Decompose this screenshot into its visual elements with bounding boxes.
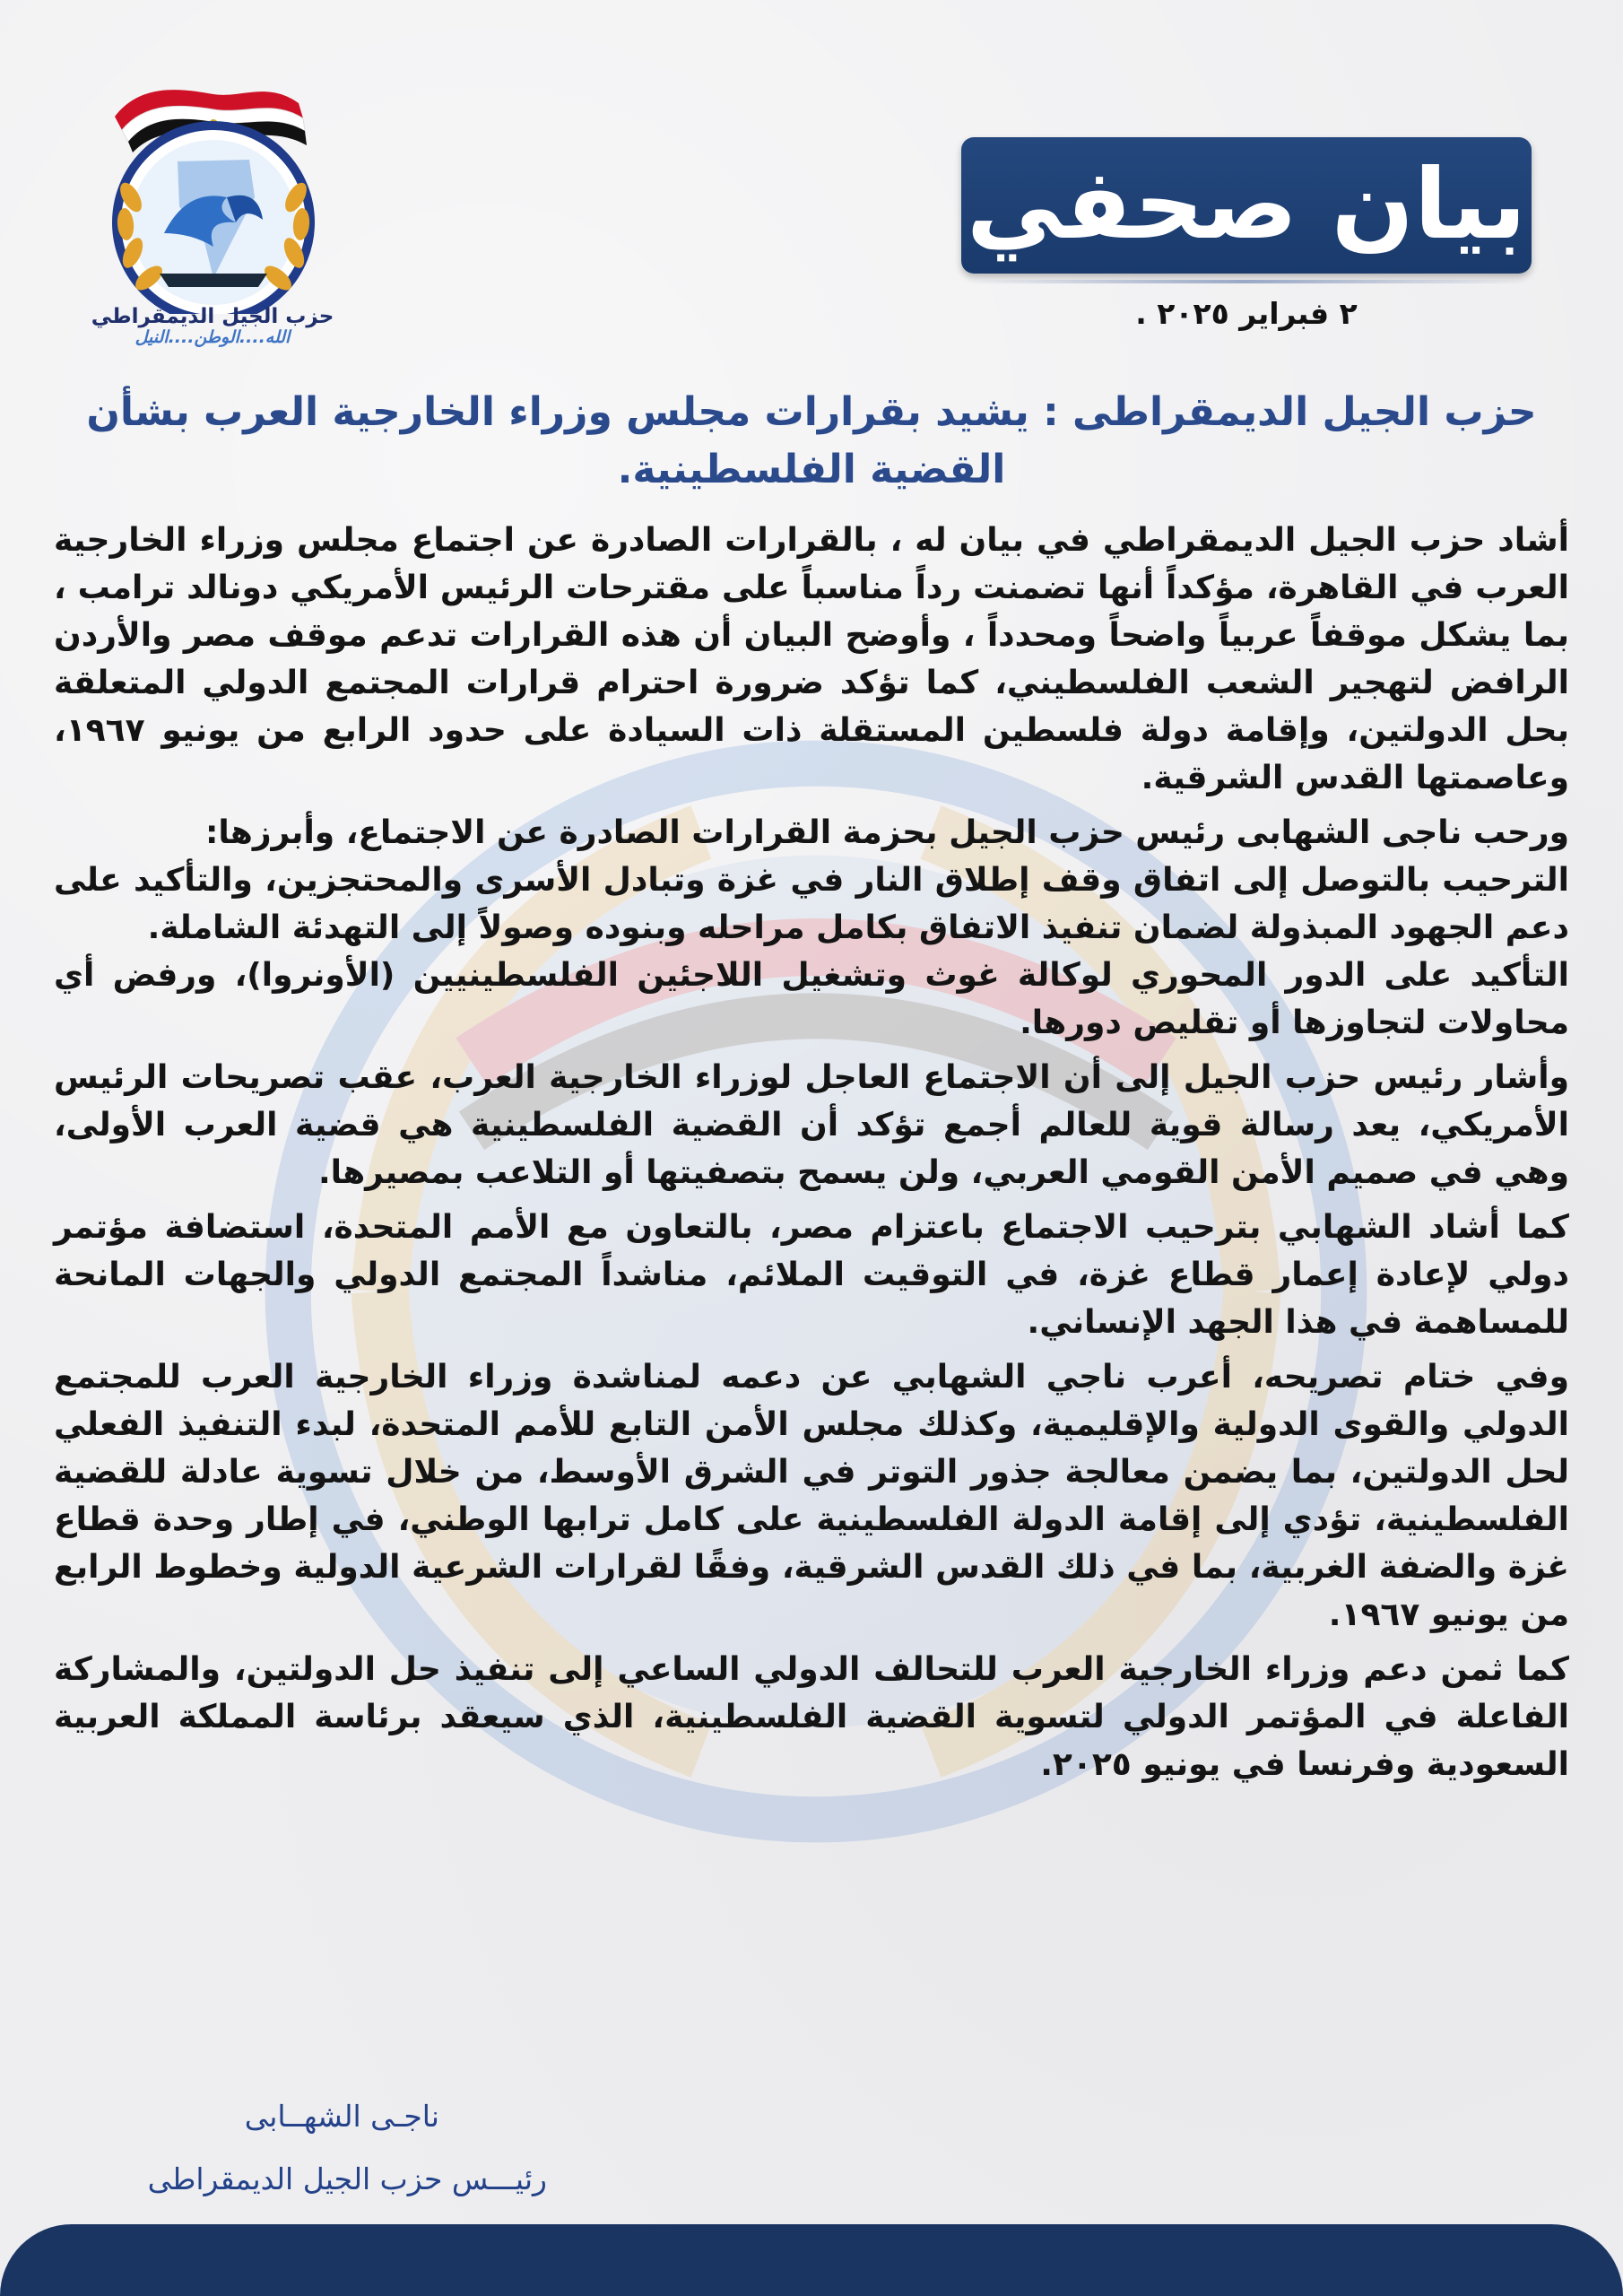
statement-body <box>54 517 1569 1796</box>
banner-underline <box>968 280 1524 283</box>
signatory-name: ناجـى الشهــابى <box>244 2099 439 2134</box>
party-emblem-icon <box>79 63 348 314</box>
paragraph: وفي ختام تصريحه، أعرب ناجي الشهابي عن دعمه لمناشدة وزراء الخارجية العرب للمجتمع الدولي والقوى الدولية والإقليمية، وكذلك مجلس الأمن التابع للأمم المتحدة، لبدء التنفيذ الفعلي لحل الدولتين، بما يضمن معالجة جذور التوتر في الشرق الأوسط، من خلال تسوية عادلة للقضية الفلسطينية، تؤدي إلى إقامة الدولة الفلسطينية على كامل ترابها الوطني، في إطار وحدة قطاع غزة والضفة الغربية، بما في ذلك القدس الشرقية، وفقًا لقرارات الشرعية الدولية وخطوط الرابع من يونيو ١٩٦٧. <box>54 1359 1569 1633</box>
signatory-title: رئيـــس حزب الجيل الديمقراطى <box>147 2161 547 2196</box>
release-date: ٢ فبراير ٢٠٢٥ . <box>1135 296 1358 331</box>
logo-slogan: الله....الوطن....النيل <box>135 327 291 348</box>
logo-party-name: حزب الجيل الديمقراطي <box>91 305 334 328</box>
paragraph: كما أشاد الشهابي بترحيب الاجتماع باعتزام مصر، بالتعاون مع الأمم المتحدة، استضافة مؤتمر دولي لإعادة إعمار قطاع غزة، في التوقيت الملائم، مناشداً المجتمع الدولي والجهات المانحة للمساهمة في هذا الجهد الإنساني. <box>54 1209 1569 1341</box>
paragraph: أشاد حزب الجيل الديمقراطي في بيان له ، بالقرارات الصادرة عن اجتماع مجلس وزراء الخارجية العرب في القاهرة، مؤكداً أنها تضمنت رداً مناسباً على مقترحات الرئيس الأمريكي دونالد ترامب ، بما يشكل موقفاً عربياً واضحاً ومحدداً ، وأوضح البيان أن هذه القرارات تدعم موقف مصر والأردن الرافض لتهجير الشعب الفلسطيني، كما تؤكد ضرورة احترام قرارات المجتمع الدولي المتعلقة بحل الدولتين، وإقامة دولة فلسطين المستقلة ذات السيادة على حدود الرابع من يونيو ١٩٦٧، وعاصمتها القدس الشرقية. <box>54 522 1569 796</box>
paragraph: الترحيب بالتوصل إلى اتفاق وقف إطلاق النار في غزة وتبادل الأسرى والمحتجزين، والتأكيد على دعم الجهود المبذولة لضمان تنفيذ الاتفاق بكامل مراحله وبنوده وصولاً إلى التهدئة الشاملة. <box>54 862 1569 946</box>
paragraph: ورحب ناجى الشهابى رئيس حزب الجيل بحزمة القرارات الصادرة عن الاجتماع، وأبرزها: <box>204 814 1569 851</box>
paragraph: التأكيد على الدور المحوري لوكالة غوث وتشغيل اللاجئين الفلسطينيين (الأونروا)، ورفض أي محاولات لتجاوزها أو تقليص دورها. <box>54 957 1569 1041</box>
paragraph: كما ثمن دعم وزراء الخارجية العرب للتحالف الدولي الساعي إلى تنفيذ حل الدولتين، والمشاركة الفاعلة في المؤتمر الدولي لتسوية القضية الفلسطينية، الذي سيعقد برئاسة المملكة العربية السعودية وفرنسا في يونيو ٢٠٢٥. <box>54 1651 1569 1783</box>
banner-title: بيان صحفي <box>966 149 1527 261</box>
headline: حزب الجيل الديمقراطى : يشيد بقرارات مجلس وزراء الخارجية العرب بشأن القضية الفلسطينية. <box>86 389 1537 492</box>
paragraph: وأشار رئيس حزب الجيل إلى أن الاجتماع العاجل لوزراء الخارجية العرب، عقب تصريحات الرئيس الأمريكي، يعد رسالة قوية للعالم أجمع تؤكد أن القضية الفلسطينية هي قضية العرب الأولى، وهي في صميم الأمن القومي العربي، ولن يسمح بتصفيتها أو التلاعب بمصيرها. <box>54 1059 1569 1191</box>
press-release-banner <box>961 137 1532 274</box>
logo-caption <box>82 305 343 348</box>
footer-bar <box>0 2224 1623 2296</box>
